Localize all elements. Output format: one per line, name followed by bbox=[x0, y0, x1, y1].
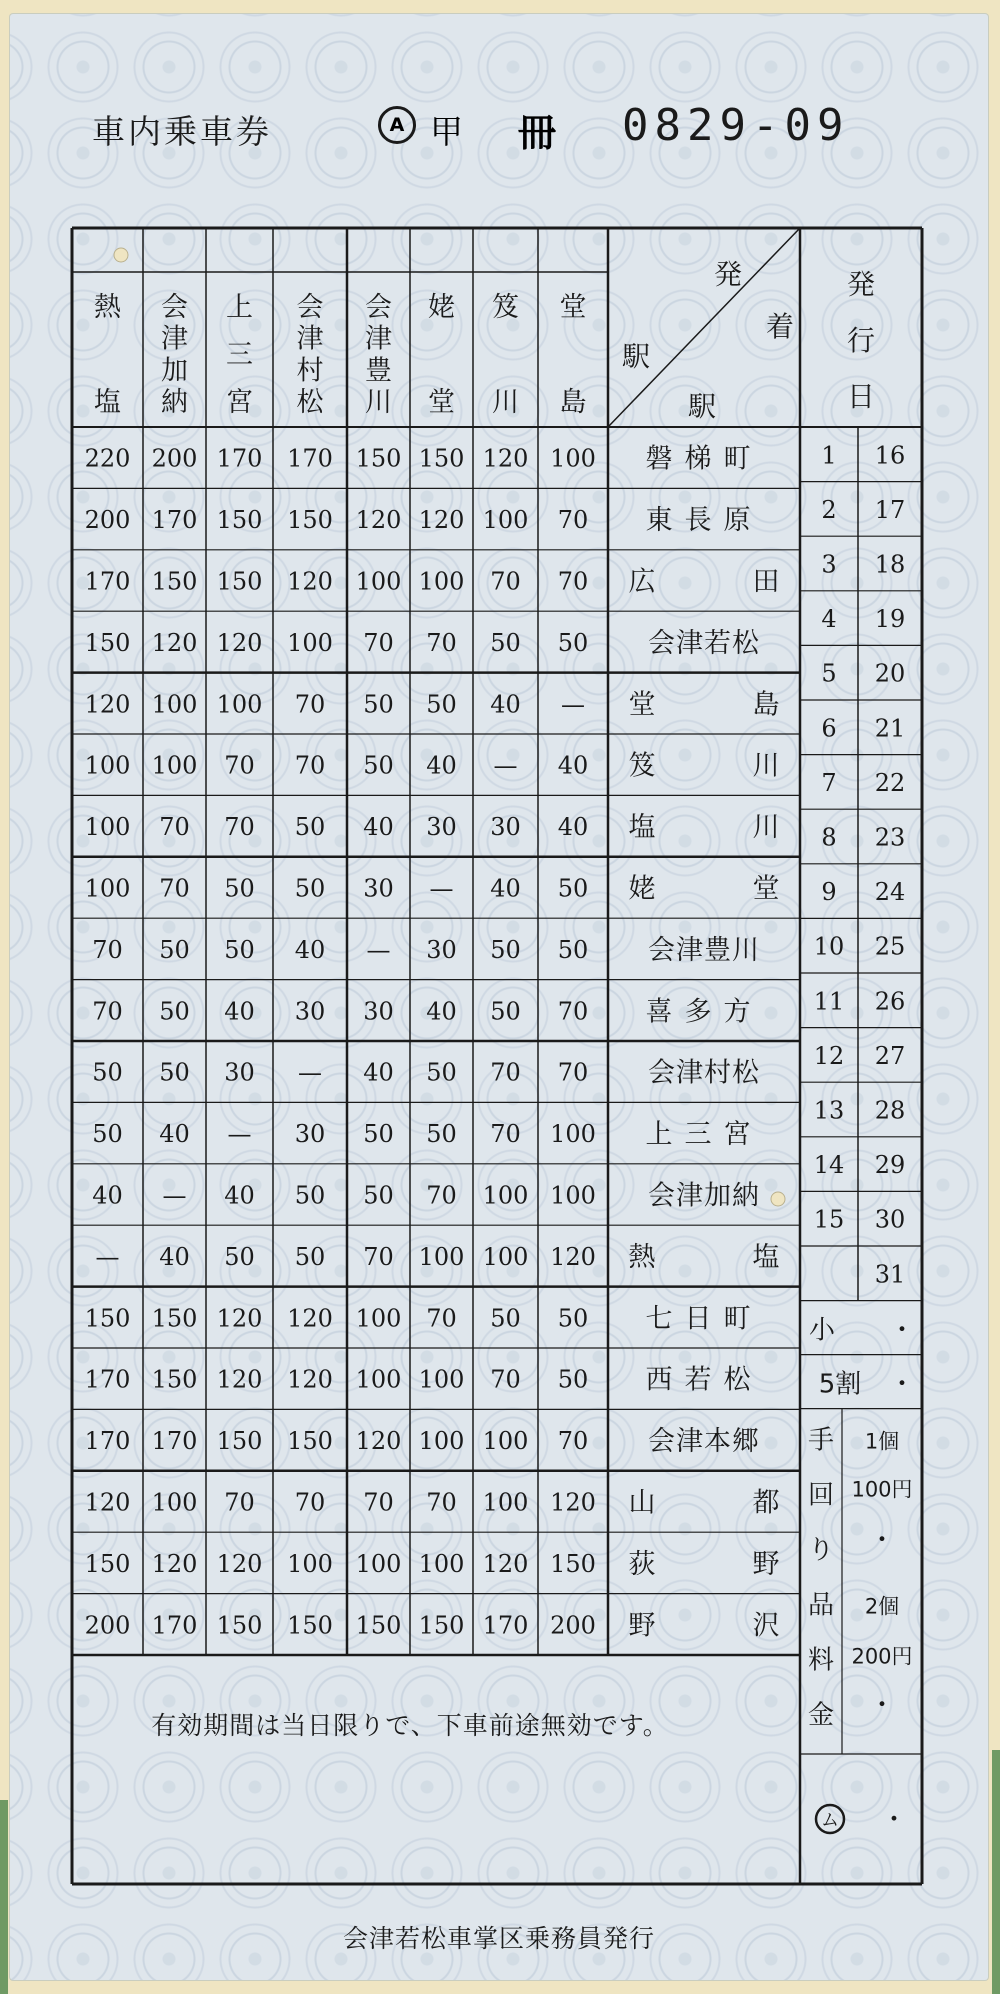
fare-value: — bbox=[95, 1242, 120, 1271]
issue-date-header-char: 行 bbox=[846, 324, 876, 357]
fare-value: 40 bbox=[557, 751, 589, 780]
fare-value: 50 bbox=[159, 935, 190, 964]
fare-value: 120 bbox=[216, 1304, 263, 1333]
issue-day-left: 8 bbox=[821, 823, 837, 852]
fare-value: — bbox=[162, 1181, 187, 1210]
header-station-char: 島 bbox=[559, 387, 587, 418]
ticket-edge-right bbox=[992, 1750, 1000, 1994]
fare-value: 40 bbox=[426, 997, 457, 1026]
fare-value: 120 bbox=[418, 506, 465, 535]
fare-value: 150 bbox=[287, 506, 333, 535]
station-name-char: 荻 bbox=[628, 1548, 656, 1580]
fare-value: 50 bbox=[490, 935, 521, 964]
baggage-one-price: 100円 bbox=[851, 1477, 913, 1502]
station-name-char: 塩 bbox=[752, 1241, 780, 1273]
station-name-char: 川 bbox=[752, 750, 780, 782]
fare-value: 70 bbox=[490, 1365, 521, 1394]
issue-day-left: 11 bbox=[813, 987, 845, 1016]
issuer-footer: 会津若松車掌区乗務員発行 bbox=[342, 1924, 655, 1953]
fare-value: 100 bbox=[216, 690, 263, 719]
fare-value: 100 bbox=[550, 1181, 596, 1210]
stamp-mark: ム bbox=[821, 1810, 839, 1831]
issue-day-left: 2 bbox=[821, 495, 837, 524]
header-station-char: 会 bbox=[296, 292, 324, 323]
fare-value: 30 bbox=[426, 813, 457, 842]
fare-value: 50 bbox=[557, 1304, 589, 1333]
fare-value: 70 bbox=[557, 997, 589, 1026]
corner-label-station: 駅 bbox=[621, 340, 651, 373]
fare-value: 120 bbox=[550, 1242, 596, 1271]
fare-value: 100 bbox=[151, 690, 198, 719]
fare-value: 100 bbox=[287, 1549, 333, 1578]
fare-value: 100 bbox=[151, 1488, 198, 1517]
fare-value: 100 bbox=[418, 567, 465, 596]
fare-value: 100 bbox=[84, 813, 131, 842]
fare-value: 100 bbox=[84, 874, 131, 903]
fare-value: 120 bbox=[355, 506, 402, 535]
corner-label-arrive: 着 bbox=[765, 310, 795, 343]
fare-value: 30 bbox=[363, 874, 394, 903]
fare-value: 170 bbox=[84, 1427, 131, 1456]
issue-day-left: 13 bbox=[813, 1096, 845, 1125]
station-name-char: 堂 bbox=[628, 689, 656, 721]
fare-value: 170 bbox=[216, 444, 263, 473]
fare-value: 70 bbox=[224, 813, 255, 842]
issue-day-left: 14 bbox=[813, 1151, 845, 1180]
fare-value: 120 bbox=[482, 1549, 529, 1578]
fare-value: 50 bbox=[557, 628, 589, 657]
station-name: 会津若松 bbox=[648, 627, 760, 659]
fare-value: 40 bbox=[363, 1058, 394, 1087]
fare-value: 150 bbox=[84, 1549, 131, 1578]
fare-value: 30 bbox=[294, 1120, 326, 1149]
baggage-label-char: り bbox=[807, 1535, 835, 1566]
fare-value: 120 bbox=[216, 628, 263, 657]
header-station-char: 熱 bbox=[94, 292, 121, 323]
fare-value: 120 bbox=[84, 1488, 131, 1517]
fare-value: — bbox=[366, 935, 391, 964]
issue-day-left: 15 bbox=[813, 1205, 845, 1234]
baggage-label-char: 金 bbox=[807, 1700, 835, 1731]
fare-value: 120 bbox=[216, 1365, 263, 1394]
station-name-char: 堂 bbox=[752, 873, 780, 905]
fare-value: 70 bbox=[557, 506, 589, 535]
station-name: 会津豊川 bbox=[648, 934, 760, 966]
fare-value: 40 bbox=[363, 813, 394, 842]
fare-value: 200 bbox=[151, 444, 198, 473]
fare-value: 120 bbox=[216, 1549, 263, 1578]
fare-value: 200 bbox=[550, 1611, 596, 1640]
serial-number: 0829-09 bbox=[622, 100, 850, 151]
baggage-label-char: 料 bbox=[807, 1645, 835, 1676]
fare-value: 70 bbox=[92, 935, 123, 964]
stamp-dot: ・ bbox=[880, 1805, 908, 1835]
fare-value: 50 bbox=[294, 1242, 326, 1271]
header-station-char: 会 bbox=[365, 292, 392, 323]
fare-value: 70 bbox=[426, 1181, 457, 1210]
fare-value: 120 bbox=[482, 444, 529, 473]
fare-value: 50 bbox=[159, 997, 190, 1026]
issue-day-right: 19 bbox=[874, 605, 906, 634]
baggage-label-char: 回 bbox=[807, 1480, 835, 1511]
header-station-char: 津 bbox=[296, 323, 324, 355]
issue-day-right: 20 bbox=[874, 659, 906, 688]
baggage-one-count: 1個 bbox=[864, 1429, 900, 1454]
issue-day-left: 3 bbox=[821, 550, 837, 579]
station-name-char: 姥 bbox=[628, 873, 656, 905]
fare-value: 100 bbox=[482, 1488, 529, 1517]
fare-value: 100 bbox=[550, 444, 596, 473]
fare-value: 30 bbox=[490, 813, 521, 842]
fare-value: 100 bbox=[355, 1304, 402, 1333]
fare-value: 150 bbox=[550, 1549, 596, 1578]
fare-value: 40 bbox=[92, 1181, 123, 1210]
station-name: 磐梯町 bbox=[645, 443, 763, 475]
fare-value: 170 bbox=[151, 506, 198, 535]
issue-day-right: 24 bbox=[874, 878, 906, 907]
fare-value: — bbox=[227, 1120, 252, 1149]
circle-mark: A bbox=[378, 106, 416, 144]
fare-value: 100 bbox=[418, 1365, 465, 1394]
fare-value: 100 bbox=[482, 1242, 529, 1271]
station-name-char: 塩 bbox=[628, 812, 656, 844]
fare-value: 50 bbox=[426, 690, 457, 719]
fare-value: 30 bbox=[426, 935, 457, 964]
issue-day-right: 21 bbox=[874, 714, 906, 743]
baggage-label-char: 品 bbox=[807, 1590, 835, 1621]
issue-day-right: 29 bbox=[874, 1151, 906, 1180]
fare-value: 70 bbox=[557, 567, 589, 596]
fare-value: 100 bbox=[482, 506, 529, 535]
fare-value: 170 bbox=[84, 1365, 131, 1394]
fare-value: 50 bbox=[426, 1058, 457, 1087]
issue-date-header-char: 日 bbox=[846, 380, 876, 413]
fare-value: 50 bbox=[294, 874, 326, 903]
fare-value: 50 bbox=[490, 628, 521, 657]
fare-value: 70 bbox=[426, 1304, 457, 1333]
fare-value: 170 bbox=[151, 1427, 198, 1456]
issue-day-right: 30 bbox=[874, 1205, 906, 1234]
fare-value: 100 bbox=[355, 567, 402, 596]
fare-value: 50 bbox=[363, 1181, 394, 1210]
fare-value: 100 bbox=[550, 1120, 596, 1149]
station-name: 東長原 bbox=[645, 505, 763, 537]
ticket-title: 車内乗車券 bbox=[92, 112, 272, 151]
fare-value: 100 bbox=[418, 1427, 465, 1456]
fare-value: — bbox=[561, 690, 585, 719]
fare-value: 50 bbox=[294, 813, 326, 842]
fare-value: 50 bbox=[159, 1058, 190, 1087]
header-station-char: 姥 bbox=[428, 292, 455, 323]
fare-value: 70 bbox=[224, 751, 255, 780]
fare-value: 120 bbox=[287, 1365, 333, 1394]
issue-day-left: 4 bbox=[821, 605, 837, 634]
issue-day-left: 10 bbox=[813, 932, 845, 961]
station-name-char: 田 bbox=[752, 566, 780, 598]
fare-board bbox=[10, 14, 988, 1980]
child-label: 小 bbox=[808, 1315, 836, 1346]
fare-value: 120 bbox=[355, 1427, 402, 1456]
station-name-char: 熱 bbox=[628, 1241, 656, 1273]
issue-day-right: 31 bbox=[874, 1260, 906, 1289]
fare-value: 100 bbox=[418, 1242, 465, 1271]
issue-day-left: 7 bbox=[821, 768, 837, 797]
fare-value: 150 bbox=[216, 1427, 263, 1456]
fare-value: 70 bbox=[490, 567, 521, 596]
fare-value: 70 bbox=[363, 1242, 394, 1271]
issue-day-right: 27 bbox=[874, 1041, 906, 1070]
header-station-char: 津 bbox=[161, 323, 188, 355]
fare-value: 50 bbox=[224, 1242, 255, 1271]
fare-value: 100 bbox=[355, 1549, 402, 1578]
fare-value: 170 bbox=[84, 567, 131, 596]
header-station-char: 塩 bbox=[94, 387, 121, 418]
fare-value: 120 bbox=[151, 628, 198, 657]
issue-day-right: 17 bbox=[874, 495, 906, 524]
fare-value: 50 bbox=[557, 1365, 589, 1394]
child-dot: ・ bbox=[888, 1315, 916, 1346]
fare-value: 70 bbox=[159, 874, 190, 903]
station-name-char: 野 bbox=[628, 1610, 656, 1642]
station-name-char: 野 bbox=[752, 1548, 780, 1580]
header-station-char: 加 bbox=[161, 355, 188, 387]
header-station-char: 川 bbox=[365, 387, 392, 418]
fare-value: 50 bbox=[490, 997, 521, 1026]
issue-day-left: 9 bbox=[821, 878, 837, 907]
station-name: 喜多方 bbox=[645, 996, 763, 1028]
baggage-one-dot: ・ bbox=[868, 1525, 896, 1556]
fare-value: 40 bbox=[224, 997, 255, 1026]
fare-value: 70 bbox=[426, 1488, 457, 1517]
fare-value: 40 bbox=[159, 1120, 190, 1149]
fare-value: 150 bbox=[355, 1611, 402, 1640]
station-name: 会津村松 bbox=[648, 1057, 760, 1089]
header-station-char: 三 bbox=[226, 339, 253, 371]
fare-value: 150 bbox=[287, 1427, 333, 1456]
header-station-char: 村 bbox=[296, 355, 324, 387]
station-name-char: 笈 bbox=[628, 750, 656, 782]
baggage-two-dot: ・ bbox=[868, 1690, 896, 1721]
fare-value: 50 bbox=[557, 935, 589, 964]
fare-value: 70 bbox=[426, 628, 457, 657]
station-name-char: 沢 bbox=[752, 1610, 780, 1642]
fare-value: 150 bbox=[418, 1611, 465, 1640]
station-name: 七日町 bbox=[645, 1303, 763, 1335]
punch-hole bbox=[771, 1192, 785, 1206]
issue-day-left: 12 bbox=[813, 1041, 845, 1070]
fare-value: 100 bbox=[482, 1181, 529, 1210]
header-station-char: 松 bbox=[296, 387, 324, 418]
header-station-char: 笈 bbox=[492, 292, 519, 323]
fare-value: 50 bbox=[363, 1120, 394, 1149]
discount-label: 5割 bbox=[818, 1369, 862, 1400]
fare-value: 150 bbox=[84, 628, 131, 657]
header-station-char: 川 bbox=[492, 387, 519, 418]
fare-value: 170 bbox=[151, 1611, 198, 1640]
fare-value: 70 bbox=[159, 813, 190, 842]
fare-value: 120 bbox=[287, 1304, 333, 1333]
fare-value: 50 bbox=[224, 874, 255, 903]
station-name-char: 都 bbox=[752, 1487, 780, 1519]
ticket bbox=[10, 14, 988, 1980]
fare-value: 50 bbox=[294, 1181, 326, 1210]
fare-value: 40 bbox=[294, 935, 326, 964]
ticket-category: 甲 bbox=[430, 112, 463, 151]
fare-value: 170 bbox=[287, 444, 333, 473]
fare-value: 200 bbox=[84, 506, 131, 535]
fare-value: 40 bbox=[490, 690, 521, 719]
fare-value: 120 bbox=[550, 1488, 596, 1517]
baggage-two-price: 200円 bbox=[851, 1644, 913, 1669]
header-station-char: 堂 bbox=[428, 387, 455, 418]
header-station-char: 納 bbox=[161, 387, 188, 418]
issue-day-right: 28 bbox=[874, 1096, 906, 1125]
station-name: 西若松 bbox=[645, 1364, 763, 1396]
fare-value: 70 bbox=[224, 1488, 255, 1517]
fare-value: 70 bbox=[294, 1488, 326, 1517]
fare-value: 100 bbox=[84, 751, 131, 780]
issue-day-right: 26 bbox=[874, 987, 906, 1016]
corner-label-depart: 発 bbox=[713, 258, 743, 291]
fare-value: 50 bbox=[92, 1058, 123, 1087]
station-name-char: 広 bbox=[628, 566, 656, 598]
fare-value: 150 bbox=[355, 444, 402, 473]
issue-day-right: 18 bbox=[874, 550, 906, 579]
fare-value: 150 bbox=[151, 1304, 198, 1333]
header-station-char: 上 bbox=[226, 292, 253, 323]
header-station-char: 宮 bbox=[226, 387, 253, 418]
header-station-char: 会 bbox=[161, 292, 188, 323]
header-station-char: 堂 bbox=[559, 292, 587, 323]
fare-value: — bbox=[429, 874, 454, 903]
fare-value: 150 bbox=[151, 1365, 198, 1394]
fare-value: 40 bbox=[557, 813, 589, 842]
fare-value: 50 bbox=[557, 874, 589, 903]
fare-value: 150 bbox=[287, 1611, 333, 1640]
issue-day-left: 1 bbox=[821, 441, 837, 470]
fare-value: 100 bbox=[418, 1549, 465, 1578]
fare-value: — bbox=[493, 751, 518, 780]
fare-value: 50 bbox=[363, 690, 394, 719]
issue-day-right: 25 bbox=[874, 932, 906, 961]
fare-value: 50 bbox=[363, 751, 394, 780]
header-station-char: 津 bbox=[365, 323, 392, 355]
fare-value: 70 bbox=[557, 1427, 589, 1456]
fare-value: 70 bbox=[92, 997, 123, 1026]
fare-value: 100 bbox=[151, 751, 198, 780]
fare-value: 70 bbox=[363, 628, 394, 657]
fare-value: — bbox=[298, 1058, 322, 1087]
fare-value: 50 bbox=[224, 935, 255, 964]
station-name-char: 川 bbox=[752, 812, 780, 844]
fare-value: 40 bbox=[224, 1181, 255, 1210]
ticket-edge-left bbox=[0, 1800, 8, 1994]
fare-value: 150 bbox=[151, 567, 198, 596]
station-name-char: 山 bbox=[628, 1487, 656, 1519]
fare-value: 150 bbox=[216, 567, 263, 596]
fare-value: 220 bbox=[84, 444, 131, 473]
issue-day-right: 16 bbox=[874, 441, 906, 470]
issue-day-right: 23 bbox=[874, 823, 906, 852]
baggage-two-count: 2個 bbox=[864, 1594, 900, 1619]
fare-value: 50 bbox=[490, 1304, 521, 1333]
fare-value: 150 bbox=[84, 1304, 131, 1333]
fare-value: 70 bbox=[294, 690, 326, 719]
station-name: 会津本郷 bbox=[648, 1426, 760, 1458]
corner-label-station: 駅 bbox=[687, 390, 717, 423]
fare-value: 100 bbox=[482, 1427, 529, 1456]
fare-value: 150 bbox=[418, 444, 465, 473]
fare-value: 200 bbox=[84, 1611, 131, 1640]
fare-value: 70 bbox=[363, 1488, 394, 1517]
fare-value: 150 bbox=[216, 506, 263, 535]
fare-value: 120 bbox=[151, 1549, 198, 1578]
fare-value: 70 bbox=[294, 751, 326, 780]
station-name-char: 島 bbox=[752, 689, 780, 721]
fare-value: 70 bbox=[490, 1120, 521, 1149]
baggage-label-char: 手 bbox=[807, 1425, 835, 1456]
issue-day-right: 22 bbox=[874, 768, 906, 797]
issue-day-left: 6 bbox=[821, 714, 837, 743]
station-name: 上三宮 bbox=[645, 1119, 763, 1151]
fare-value: 120 bbox=[84, 690, 131, 719]
fare-value: 40 bbox=[490, 874, 521, 903]
fare-value: 70 bbox=[557, 1058, 589, 1087]
fare-value: 150 bbox=[216, 1611, 263, 1640]
fare-value: 30 bbox=[363, 997, 394, 1026]
issue-date-header-char: 発 bbox=[846, 268, 876, 301]
fare-value: 170 bbox=[482, 1611, 529, 1640]
station-name: 会津加納 bbox=[648, 1180, 760, 1212]
validity-note: 有効期間は当日限りで、下車前途無効です。 bbox=[151, 1711, 669, 1740]
header-station-char: 豊 bbox=[365, 355, 392, 387]
fare-value: 100 bbox=[355, 1365, 402, 1394]
fare-value: 40 bbox=[159, 1242, 190, 1271]
fare-value: 70 bbox=[490, 1058, 521, 1087]
fare-value: 30 bbox=[224, 1058, 255, 1087]
fare-value: 30 bbox=[294, 997, 326, 1026]
punch-hole bbox=[114, 248, 128, 262]
fare-value: 100 bbox=[287, 628, 333, 657]
book-symbol: 冊 bbox=[518, 111, 557, 155]
discount-dot: ・ bbox=[888, 1369, 916, 1400]
fare-value: 120 bbox=[287, 567, 333, 596]
fare-value: 50 bbox=[426, 1120, 457, 1149]
issue-day-left: 5 bbox=[821, 659, 837, 688]
fare-value: 50 bbox=[92, 1120, 123, 1149]
fare-value: 40 bbox=[426, 751, 457, 780]
